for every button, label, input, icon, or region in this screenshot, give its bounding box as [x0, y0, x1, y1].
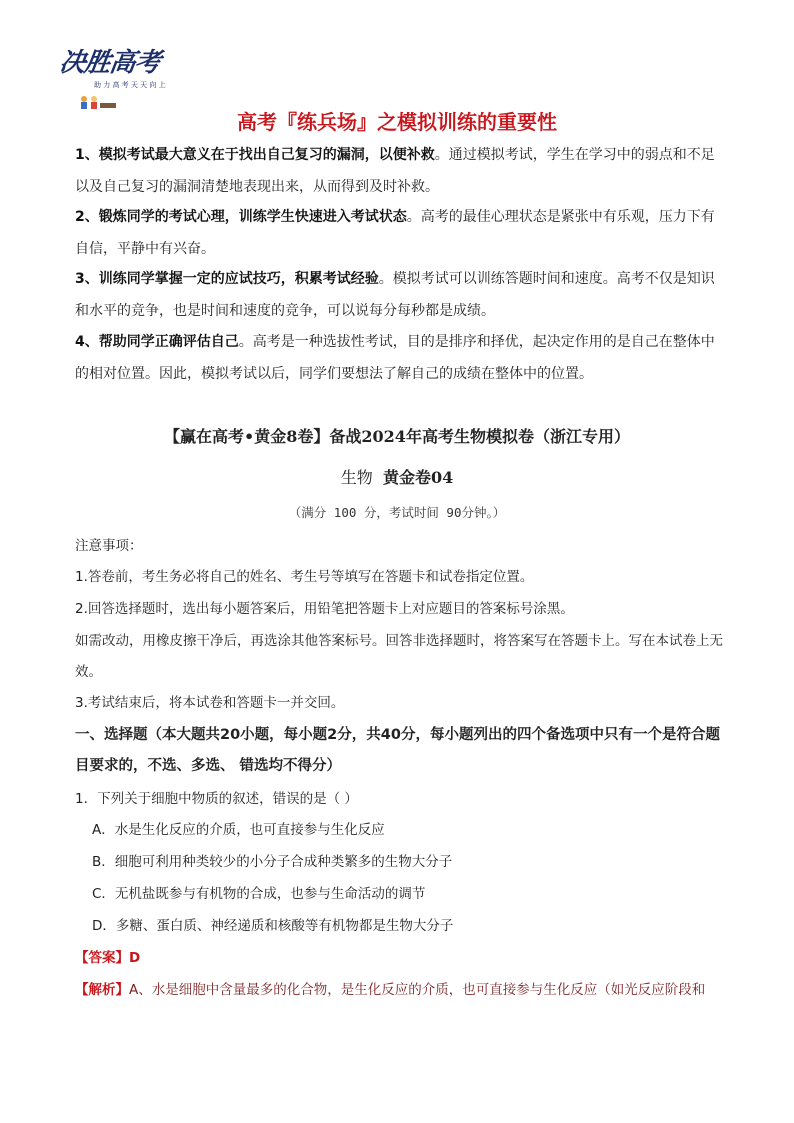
intro-paragraph-1 [75, 140, 727, 203]
intro-paragraph-4 [75, 327, 727, 390]
answer-label: 【答案】D [75, 950, 141, 966]
section-heading: 一、选择题（本大题共20小题，每小题2分，共40分，每小题列出的四个备选项中只有一个是符合题目要求的，不选、多选、 错选均不得分） [75, 727, 720, 774]
logo [57, 42, 170, 112]
note-2: 2.回答选择题时，选出每小题答案后，用铅笔把答题卡上对应题目的答案标号涂黑。 [75, 601, 574, 617]
option-a: A．水是生化反应的介质，也可直接参与生化反应 [92, 822, 385, 838]
notes-heading: 注意事项： [75, 538, 143, 554]
logo-subtitle: 助 力 高 考 天 天 向 上 [94, 81, 166, 89]
option-b: B．细胞可利用种类较少的小分子合成种类繁多的生物大分子 [92, 854, 453, 870]
page-title: 高考『练兵场』之模拟训练的重要性 [237, 110, 557, 134]
intro-point-4: 4、帮助同学正确评估自己 [75, 334, 239, 350]
analysis-tag: 【解析】 [75, 982, 129, 998]
option-c: C．无机盐既参与有机物的合成，也参与生命活动的调节 [92, 886, 426, 902]
question-stem: 1．下列关于细胞中物质的叙述，错误的是（ ） [75, 791, 358, 807]
intro-text-1: 。通过模拟考试，学生在学习中的弱点和不足以及自己复习的漏洞清楚地表现出来，从而得到及时补救。 [75, 147, 715, 195]
intro-text-2: 。高考的最佳心理状态是紧张中有乐观，压力下有自信，平静中有兴奋。 [75, 209, 715, 257]
exam-paper: 黄金卷04 [382, 468, 454, 487]
note-3: 3.考试结束后，将本试卷和答题卡一并交回。 [75, 695, 345, 711]
intro-paragraph-3 [75, 264, 727, 327]
intro-point-3: 3、训练同学掌握一定的应试技巧，积累考试经验 [75, 271, 379, 287]
intro-paragraph-2 [75, 202, 727, 265]
exam-subtitle [0, 465, 794, 488]
analysis-line [75, 975, 735, 1006]
exam-title: 【赢在高考•黄金8卷】备战2024年高考生物模拟卷（浙江专用） [164, 427, 630, 446]
note-1: 1.答卷前，考生务必将自己的姓名、考生号等填写在答题卡和试卷指定位置。 [75, 569, 534, 585]
intro-text-3: 。模拟考试可以训练答题时间和速度。高考不仅是知识和水平的竞争，也是时间和速度的竞争，可以说每分每秒都是成绩。 [75, 271, 715, 319]
analysis-text: A、水是细胞中含量最多的化合物，是生化反应的介质，也可直接参与生化反应（如光反应阶段和 [129, 982, 706, 998]
intro-text-4: 。高考是一种选拔性考试，目的是排序和择优，起决定作用的是自己在整体中的相对位置。因此，模拟考试以后，同学们要想法了解自己的成绩在整体中的位置。 [75, 334, 715, 382]
note-2-continued: 如需改动，用橡皮擦干净后，再选涂其他答案标号。回答非选择题时，将答案写在答题卡上。写在本试卷上无效。 [75, 633, 723, 680]
intro-point-2: 2、锻炼同学的考试心理，训练学生快速进入考试状态 [75, 209, 407, 225]
logo-text: 决胜高考 [57, 48, 162, 78]
exam-score-time: （满分 100 分，考试时间 90分钟。） [288, 505, 506, 520]
exam-subject: 生物 [340, 468, 373, 487]
intro-point-1: 1、模拟考试最大意义在于找出自己复习的漏洞，以便补救 [75, 147, 435, 163]
option-d: D．多糖、蛋白质、神经递质和核酸等有机物都是生物大分子 [92, 918, 454, 934]
